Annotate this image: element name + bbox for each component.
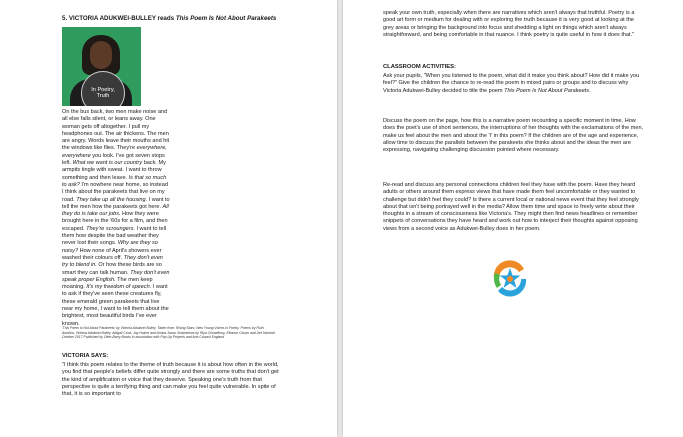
poet-photo	[62, 27, 141, 106]
poem-italic-segment: Why are they so noisy?	[62, 240, 158, 254]
poem-citation: 'This Poem Is Not About Parakeets' by Victoria Adukwei Bulley. Taken from: Rising Stars: New Young Voices in Poetry. Poems by Ruth Awolola, Victoria Adukwei Bulley, Abigail Cook, Jay Hulme and Amina Jama. Illustrations by Riya Chowdhury, Eleanor Chuan and Joe Marriott. October 2017 Published by Otter-Barry Books in association with Pop-Up Projects and Arts Council England	[62, 326, 276, 340]
poem-segment: I'm nowhere near home, so instead I think about the parakeets that live on my road.	[62, 181, 168, 203]
poem-italic-segment: All they do is take our jobs.	[62, 203, 169, 218]
poem-segment: How none of April's showers ever washed their colours off.	[62, 247, 162, 261]
poem-italic-segment: everywhere, everywhere	[62, 145, 167, 159]
activity-text: Ask your pupils, "When you listened to the poem, what did it make you think about? How did it make you feel?" Give the children the chance to re-read the poem in mixed pairs or groups and to discuss why Victoria Adukwei-Bulley decided to title the poem	[383, 73, 640, 94]
poem-italic-segment: Is that so much to ask?	[62, 174, 167, 188]
poem-segment: you look. I've got seven stops left.	[62, 152, 165, 167]
poem-segment: I want to tell the men how the parakeets got here.	[62, 196, 170, 210]
activity-paragraph-3: Re-read and discuss any personal connections children feel they have with the poem. Have they heard adults or others around them express views that have made them feel uncomfortable or they wanted to challenge but didn't feel they could? Is there a current local or national news event that they feel strongly about that isn't being portrayed well in the media? Allow them time and space to freely write about their thoughts in a stream of consciousness like Victoria's. They might then find news headlines or remember snippets of conversations they have heard and work out how to interject their thoughts against opposing views from a second voice as Adukwei-Bulley does in her poem.	[383, 182, 639, 232]
poem-segment: How they were brought here in the '60s for a film, and then escaped.	[62, 211, 168, 232]
section-heading	[62, 15, 276, 22]
sign-line2: Truth	[96, 93, 110, 99]
victoria-says-text: "I think this poem relates to the theme of truth because it is about how often in the world, you find that people's beliefs differ quite strongly and there are some truths that don't get the kind of amplification or voice that they deserve. Speaking one's truth from that perspective is quite a terrifying thing and can make you feel quite vulnerable. In spite of that, it is so important to	[62, 362, 279, 398]
activity-paragraph-2: Discuss the poem on the page, how this is a narrative poem recounting a specific moment in time. How does the poet's use of short sentences, the interruptions of her thoughts with the exclamations of the men, make us feel about the men and about the 'I' in this poem? If the children are of the age and experience, allow time to discuss the parallels between the parakeets she thinks about and the ideas the men are expressing, navigating challenging discussion pointed where necessary.	[383, 118, 644, 154]
activity-poem-title: This Poem Is Not About Parakeets	[504, 87, 589, 94]
poem-italic-segment: What we want is our country back.	[72, 160, 157, 167]
logo-center-dot	[507, 276, 513, 282]
left-page	[0, 0, 337, 437]
poem-italic-segment: They're scroungers.	[86, 225, 135, 232]
heading-poem-title: This Poem Is Not About Parakeets	[175, 15, 277, 22]
right-page	[343, 0, 683, 437]
poem-segment: I want to tell them how despite the bad weather they never lost their songs.	[62, 225, 167, 247]
heading-name: 5. VICTORIA ADUKWEI-BULLEY reads	[62, 15, 175, 22]
poem-italic-segment: They don't even try to blend in.	[62, 254, 163, 269]
poet-face	[90, 41, 112, 69]
victoria-says-heading: VICTORIA SAYS:	[62, 353, 109, 359]
poem-text	[62, 109, 170, 328]
poem-italic-segment: They take up all the housing.	[76, 196, 148, 203]
activity-text: .	[588, 87, 591, 94]
poem-segment: On the bus back, two men make noise and all else falls silent, or leans away. One woman gets off altogether. I pull my headphones out. The air thickens. The men are angry. Words leave their mouths and hit the windows like flies. They're	[62, 109, 170, 152]
poem-segment: Or how these birds are so smart they can talk human.	[62, 262, 162, 276]
star-swirl-logo-icon	[488, 257, 532, 301]
poem-italic-segment: It's my freedom of speech.	[86, 284, 152, 291]
poem-segment: The men keep moaning.	[62, 276, 153, 291]
sign-line1: In Poetry,	[91, 86, 115, 93]
poem-italic-segment: They don't even speak proper English.	[62, 269, 170, 283]
activity-paragraph-1	[383, 73, 645, 95]
classroom-activities-heading: CLASSROOM ACTIVITIES:	[383, 64, 456, 70]
poem-segment: I want to ask if they've seen these creatures fly, these emerald green parakeets that live near my home, I want to tell them about the brightest, most beautiful birds I've ever known.	[62, 284, 169, 327]
poem-segment: My armpits tingle with sweat. I want to throw something and then leave.	[62, 160, 166, 181]
logo-green-swirl	[494, 273, 501, 288]
poetry-truth-sign	[81, 71, 125, 106]
quote-continuation: speak your own truth, especially when there are narratives which aren't always that truthful. Poetry is a good art form or medium for dealing with or exploring the truth because it is very good at looking at the grey areas or bringing the background into focus and shedding a light on things which aren't always straightforward, and being comfortable in that nuance. I think poetry is quite useful in how it does that."	[383, 10, 635, 38]
